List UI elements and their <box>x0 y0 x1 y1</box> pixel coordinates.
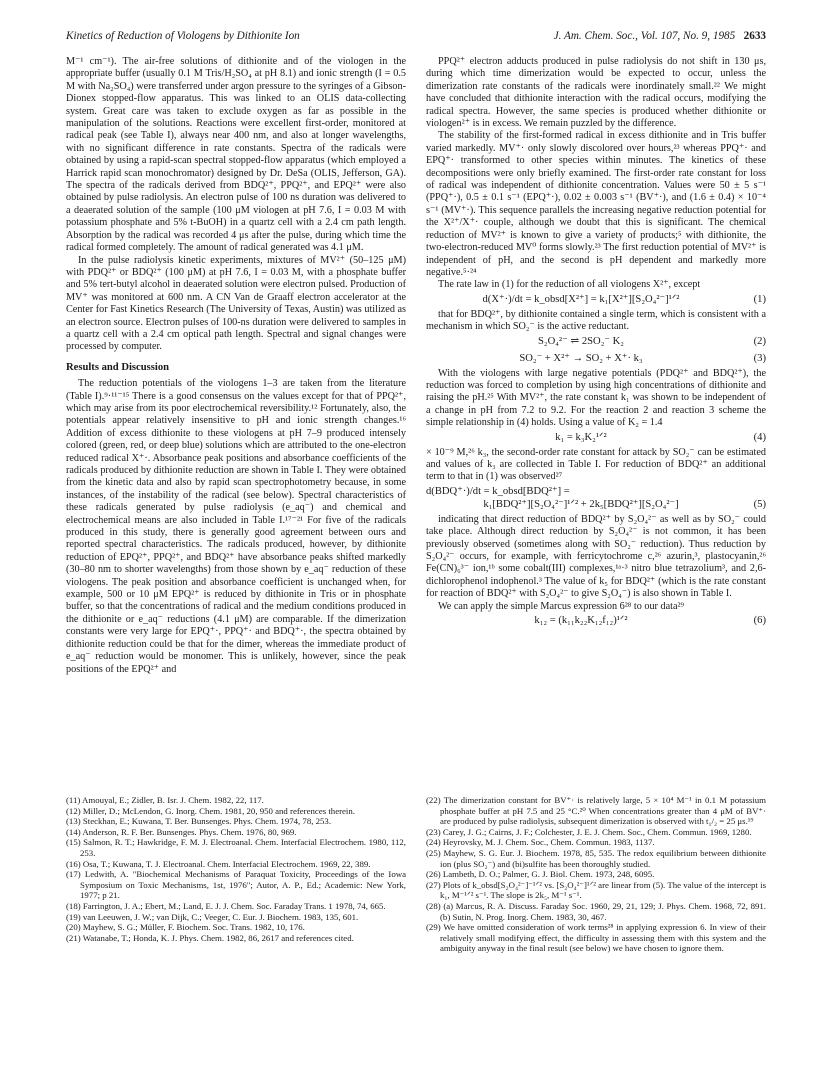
equation-text: S₂O₄²⁻ ⇌ 2SO₂⁻ K₂ <box>538 335 624 347</box>
equation-text-line1: d(BDQ⁺·)/dt = k_obsd[BDQ²⁺] = <box>426 485 570 497</box>
equation-5 <box>426 484 766 514</box>
paragraph: that for BDQ²⁺, by dithionite contained a single term, which is consistent with a mechanism in which SO₂⁻ is the active reductant. <box>426 308 766 333</box>
reference: (22) The dimerization constant for BV⁺· is relatively large, 5 × 10⁴ M⁻¹ in 0.1 M potassium phosphate buffer at pH 7.5 and 25 °C.²⁰ When concentrations greater than 4 μM of BV⁺· are produced by pulse radiolysis, subsequent dimerization is observed with t₁/₂ = 25 μs.¹⁹ <box>426 795 766 827</box>
reference: (16) Osa, T.; Kuwana, T. J. Electroanal. Chem. Interfacial Electrochem. 1969, 22, 389. <box>66 858 371 869</box>
journal-name: J. Am. Chem. Soc., <box>553 30 638 42</box>
references-left <box>66 795 406 943</box>
reference: (26) Lambeth, D. O.; Palmer, G. J. Biol. Chem. 1973, 248, 6095. <box>426 869 655 880</box>
reference: (29) We have omitted consideration of work terms²⁸ in applying expression 6. In view of their relatively small modifying effect, the difficulty in assessing them with this system and the ambiguity anyway in the final result (see below) we have chosen to ignore them. <box>426 922 766 954</box>
reference: (27) Plots of k_obsd[S₂O₄²⁻]⁻¹ᐟ² vs. [S₂O₄²⁻]¹ᐟ² are linear from (5). The value of the intercept is k₁, M⁻¹ᐟ² s⁻¹. The slope is 2k₅, M⁻¹ s⁻¹. <box>426 879 766 901</box>
reference: (19) van Leeuwen, J. W.; van Dijk, C.; Veeger, C. Eur. J. Biochem. 1983, 135, 601. <box>66 911 359 922</box>
reference: (14) Anderson, R. F. Ber. Bunsenges. Phys. Chem. 1976, 80, 969. <box>66 826 297 837</box>
reference: (12) Miller, D.; McLendon, G. Inorg. Chem. 1981, 20, 950 and references therein. <box>66 805 355 816</box>
paragraph: indicating that direct reduction of BDQ²⁺ by S₂O₄²⁻ as well as by SO₂⁻ could take place. Although direct reduction by S₂O₄²⁻ is not common, it has been previously observed (sometimes along with SO₂⁻ reduction). Thus reduction by S₂O₄²⁻ occurs, for example, with ferricytochrome c,²⁶ azurin,³, plastocyanin,²⁶ Fe(CN)₆³⁻ ion,¹ᵇ some cobalt(III) complexes,¹ᵃ·³ nitro blue tetrazolium³, and 2,6-dichlorophenol indophenol.³ The value of k₅ for BDQ²⁺ (which is the rate constant for reaction of BDQ²⁺ with S₂O₄²⁻ to give S₂O₄⁻) is also shown in Table I. <box>426 513 766 600</box>
paragraph: With the viologens with large negative potentials (PDQ²⁺ and BDQ²⁺), the reduction was forced to completion by using high concentrations of dithionite and raising the pH.²⁵ With MV²⁺, the rate constant k₁ was shown to be independent of a change in pH from 7.2 to 9.2. For the reaction 2 and reaction 3 scheme the simple relationship in (4) holds. Using a value of K₂ = 1.4 <box>426 367 766 429</box>
paragraph: M⁻¹ cm⁻¹). The air-free solutions of dithionite and of the viologen in the appropriate buffer (usually 0.1 M Tris/H₂SO₄ at pH 8.1) and ionic strength (I = 0.5 M with Na₂SO₄) were transferred under argon pressure to the syringes of a Gibson-Dionex stopped-flow apparatus. This was linked to an OLIS data-collecting system. Great care was taken to exclude oxygen as far as possible in the manipulation of the solutions. Reactions were excellent first-order, monitored at radical peak (see Table I), always near 400 nm, and also at longer wavelengths, with no significant difference in rate constants. Spectra of the radicals were obtained by using a rapid-scan spectral stopped-flow apparatus (which employed a Harrick rapid scan monochromator) designed by Dr. DeSa (OLIS, Jefferson, GA). The spectra of the radicals derived from BDQ²⁺, PPQ²⁺, and EPQ²⁺ were also obtained by pulse radiolysis. An electron pulse of 100 ns duration was delivered to a deaerated solution of the sample (100 μM viologen at pH 7.6, I = 0.03 M with potassium phosphate and 5% t-BuOH) in a quartz cell with a 2.4 cm path length. Absorption by the radical was recorded 4 μs after the pulse, during which time the radical formed completely. The amount of radical generated was 4.1 μM. <box>66 56 406 254</box>
equation-number: (3) <box>753 352 766 364</box>
reference: (21) Watanabe, T.; Honda, K. J. Phys. Chem. 1982, 86, 2617 and references cited. <box>66 932 354 943</box>
paragraph: In the pulse radiolysis kinetic experiments, mixtures of MV²⁺ (50–125 μM) with PDQ²⁺ or BDQ²⁺ (100 μM) at pH 7.6, I = 0.03 M, with a phosphate buffer and 5% tert-butyl alcohol in deaerated solution were electron pulsed. Production of MV⁺ was monitored at 600 nm. A CN Van de Graaff electron accelerator at the Center for Fast Kinetics Research (The University of Texas, Austin) was utilized as an electron source. Electron pulses of 100-ns duration were delivered to samples in a quartz cell with a 2.4 cm optical path length. Spectral and signal changes were processed by computer. <box>66 254 406 353</box>
reference: (11) Amouyal, E.; Zidler, B. Isr. J. Chem. 1982, 22, 117. <box>66 795 264 805</box>
section-heading: Results and Discussion <box>66 361 170 373</box>
equation-number: (1) <box>753 293 766 305</box>
equation-3 <box>426 351 766 368</box>
reference: (28) (a) Marcus, R. A. Discuss. Faraday Soc. 1960, 29, 21, 129; J. Phys. Chem. 1968, 72, 891. (b) Sutin, N. Prog. Inorg. Chem. 1983, 30, 467. <box>426 900 766 922</box>
journal-citation <box>554 30 766 42</box>
equation-text: k₁₂ = (k₁₁k₂₂K₁₂f₁₂)¹ᐟ² <box>534 615 628 627</box>
equation-number: (6) <box>753 615 766 627</box>
paragraph: We can apply the simple Marcus expression 6²⁸ to our data²⁹ <box>438 600 685 612</box>
reference: (23) Carey, J. G.; Cairns, J. F.; Colchester, J. E. J. Chem. Soc., Chem. Commun. 1969, 1280. <box>426 826 752 837</box>
reference: (13) Steckhan, E.; Kuwana, T. Ber. Bunsenges. Phys. Chem. 1974, 78, 253. <box>66 816 332 827</box>
equation-text: k₁ = k₃K₂¹ᐟ² <box>555 431 607 443</box>
paragraph: The reduction potentials of the viologens 1–3 are taken from the literature (Table I).⁹·¹¹⁻¹⁵ There is a good consensus on the values except for that of PPQ²⁺, which may arise from its poor electrochemical reversibility.¹² Fortunately, also, the potentials appear relatively insensitive to pH and ionic strength changes.¹⁶ Addition of excess dithionite to these viologens at pH 7–9 produced intensely colored (green, red, or deep blue) solutions which are attributed to the one-electron reduced radical X⁺·. Absorbance peak positions and absorbance coefficients of the radicals produced by dithionite reduction are shown in Table I. They were obtained from the kinetic data and also by rapid scan spectrophotometry because, in some instances, of the instability of the radical (see below). Spectral characteristics of these radicals generated by pulse radiolysis (e_aq⁻) and chemical and electrochemical means are also included in Table I.¹⁷⁻²¹ For five of the radicals produced in this study, there is generally good agreement between ours and reported spectral characteristics. The radicals produced, however, by dithionite reduction of EPQ²⁺, PPQ²⁺, and BDQ²⁺ have absorbance peaks shifted markedly (30–80 nm to shorter wavelengths) from those shown by e_aq⁻ reduction of these viologens. The peak position and absorbance coefficient is unchanged when, for example, 500 or 10 μM EPQ²⁺ is reduced by dithionite in Tris or in phosphate buffer, so that the concentrations of radical and the medium conditions produced in the dithionite or e_aq⁻ reductions (4.1 μM) are comparable. If the dimerization constants were very large for EPQ⁺·, PPQ⁺· and BDQ⁺·, the spectra obtained by dithionite reduction could be that for the dimer, whereas the immediate product of e_aq⁻ reduction would be monomer. This is unlikely, however, since the peak positions of the EPQ²⁺ and <box>66 378 406 675</box>
reference: (15) Salmon, R. T.; Hawkridge, F. M. J. Electroanal. Chem. Interfacial Electrochem. 1980, 112, 253. <box>66 837 406 858</box>
reference: (25) Mayhew, S. G. Eur. J. Biochem. 1978, 85, 535. The redox equilibrium between dithionite ion (plus SO₂⁻) and (bi)sulfite has been thoroughly studied. <box>426 847 766 869</box>
equation-text-line2: k₁[BDQ²⁺][S₂O₄²⁻]¹ᐟ² + 2k₅[BDQ²⁺][S₂O₄²⁻] <box>483 498 679 510</box>
reference: (17) Ledwith, A. "Biochemical Mechanisms of Paraquat Toxicity, Proceedings of the Iowa Symposium on Toxic Mechanisms, 1st, 1976"; Autor, A. P., Ed.; Academic: New York, 1977; p 21. <box>66 869 406 901</box>
reference: (20) Mayhew, S. G.; Müller, F. Biochem. Soc. Trans. 1982, 10, 176. <box>66 922 305 933</box>
equation-number: (5) <box>753 498 766 510</box>
equation-text: d(X⁺·)/dt = k_obsd[X²⁺] = k₁[X²⁺][S₂O₄²⁻]¹ᐟ² <box>482 293 680 305</box>
paragraph: PPQ²⁺ electron adducts produced in pulse radiolysis do not shift in 130 μs, during which time dimerization would be expected to occur, unless the dimerization rate constants of the radicals were inordinately small.²² We might have concluded that dithionite interaction with the radical occurs, modifying the radical spectra. However, the same species is produced whether dithionite or viologen²⁺ is in excess. We remain puzzled by the difference. <box>426 56 766 130</box>
paragraph: The stability of the first-formed radical in excess dithionite and in Tris buffer varied markedly. MV⁺· only slowly discolored over hours,²³ whereas PPQ⁺· and EPQ⁺· transformed to other species within minutes. The kinetics of these decompositions were only briefly examined. The first-order rate constant for loss of radical was independent of dithionite concentration. Values were 50 ± 5 s⁻¹ (PPQ⁺·), 0.5 ± 0.1 s⁻¹ (EPQ⁺·), 0.02 ± 0.003 s⁻¹ (BV⁺·), and (1.6 ± 0.4) × 10⁻⁴ s⁻¹ (MV⁺·). This sequence parallels the increasing negative reduction potential for the X²⁺/X⁺· couple, although we doubt that this is significant. The chemical reduction of MV²⁺ is known to give a variety of products;⁵ with dithionite, the two-electron-reduced MV⁰ forms slowly.²³ The first reduction potential of MV²⁺ is independent of pH, and the second is pH dependent and markedly more negative.⁵·²⁴ <box>426 130 766 278</box>
equation-number: (4) <box>753 431 766 443</box>
journal-volume: Vol. 107, No. 9, 1985 <box>640 30 736 42</box>
left-column <box>66 56 406 676</box>
equation-6 <box>426 613 766 630</box>
paragraph: × 10⁻⁹ M,²⁶ k₃, the second-order rate constant for attack by SO₂⁻ can be estimated and values of k₃ are collected in Table I. For reduction of BDQ²⁺ an additional term to that in (1) was observed²⁷ <box>426 446 766 483</box>
right-column <box>426 56 766 630</box>
equation-number: (2) <box>753 335 766 347</box>
equation-text: SO₂⁻ + X²⁺ → SO₂ + X⁺· k₃ <box>519 352 643 364</box>
references-right <box>426 795 766 954</box>
equation-4 <box>426 430 766 447</box>
reference: (24) Heyrovsky, M. J. Chem. Soc., Chem. Commun. 1983, 1137. <box>426 837 655 848</box>
equation-1 <box>426 292 766 309</box>
paragraph: The rate law in (1) for the reduction of all viologens X²⁺, except <box>438 279 701 291</box>
equation-2 <box>426 334 766 351</box>
running-title: Kinetics of Reduction of Viologens by Dithionite Ion <box>66 30 300 42</box>
reference: (18) Farrington, J. A.; Ebert, M.; Land, E. J. J. Chem. Soc. Faraday Trans. 1 1978, 74, 665. <box>66 900 386 911</box>
page-number: 2633 <box>743 30 766 42</box>
running-header <box>66 30 766 46</box>
